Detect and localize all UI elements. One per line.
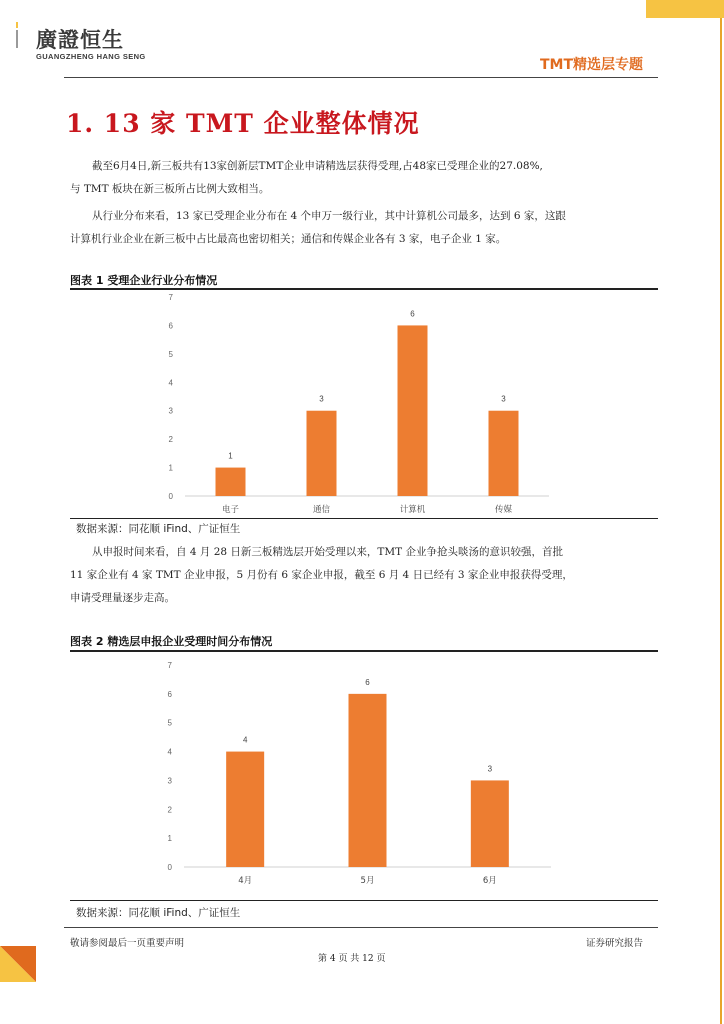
category-label: 传媒: [494, 505, 513, 515]
bar: [398, 325, 428, 496]
y-tick-label: 0: [168, 492, 173, 501]
category-label: 5月: [360, 876, 375, 886]
bar: [471, 780, 509, 867]
y-tick-label: 5: [168, 349, 173, 359]
bar: [226, 752, 264, 867]
paragraph-1-line-1: 截至6月4日,新三板共有13家创新层TMT企业申请精选层获得受理,占48家已受理企业的27.08%,: [92, 160, 543, 172]
category-label: 计算机: [399, 505, 426, 515]
page-edge-line: [720, 18, 722, 1024]
brand-name-en: GUANGZHENG HANG SENG: [36, 52, 146, 61]
paragraph-3: [70, 541, 664, 610]
y-tick-label: 7: [167, 661, 172, 670]
y-tick-label: 2: [168, 435, 173, 445]
bar: [349, 694, 387, 867]
paragraph-3-line-3: 申请受理量逐步走高。: [70, 592, 175, 604]
y-tick-label: 6: [167, 689, 172, 699]
y-tick-label: 2: [167, 805, 172, 815]
brand-name-cn: 廣證恒生: [36, 28, 124, 52]
figure-2-source: 数据来源：同花顺 iFind、广证恒生: [76, 907, 241, 919]
y-tick-label: 3: [167, 776, 172, 786]
figure-2-title: 图表 2 精选层申报企业受理时间分布情况: [70, 635, 273, 648]
header-rule: [64, 77, 658, 78]
footer-disclaimer: 敬请参阅最后一页重要声明: [70, 938, 185, 949]
section-heading: 1. 13 家 TMT 企业整体情况: [66, 109, 420, 138]
category-label: 通信: [312, 505, 331, 515]
footer-report-type: 证券研究报告: [586, 938, 644, 949]
data-label: 6: [365, 677, 370, 687]
brand-logo-mark: [16, 22, 22, 48]
corner-accent-bottom: [0, 946, 40, 986]
figure-2-bottom-rule: [70, 900, 658, 901]
series-title: TMT精选层专题: [540, 57, 644, 73]
y-tick-label: 4: [168, 378, 173, 388]
y-tick-label: 7: [168, 293, 173, 302]
bar: [307, 411, 337, 496]
paragraph-2: [70, 205, 664, 251]
data-label: 6: [410, 309, 415, 319]
paragraph-3-line-2: 11 家企业有 4 家 TMT 企业申报，5 月份有 6 家企业申报，截至 6 月 4 日已经有 3 家企业申报获得受理，: [70, 569, 573, 581]
figure-2-chart: [70, 652, 658, 900]
paragraph-2-line-2: 计算机行业企业在新三板中占比最高也密切相关；通信和传媒企业各有 3 家，电子企业 1 家。: [70, 233, 507, 245]
bar: [489, 411, 519, 496]
paragraph-3-line-1: 从申报时间来看，自 4 月 28 日新三板精选层开始受理以来，TMT 企业争抢头啖汤的意识较强，首批: [92, 546, 563, 558]
data-label: 4: [242, 735, 248, 745]
y-tick-label: 3: [168, 406, 173, 416]
y-tick-label: 1: [168, 463, 173, 473]
paragraph-2-line-1: 从行业分布来看，13 家已受理企业分布在 4 个申万一级行业，其中计算机公司最多，达到 6 家，这跟: [92, 210, 566, 222]
paragraph-1: [70, 155, 664, 201]
figure-1-title: 图表 1 受理企业行业分布情况: [70, 274, 218, 287]
footer-page-number: 第 4 页 共 12 页: [318, 954, 386, 964]
bar: [216, 468, 246, 496]
figure-1-chart: [70, 290, 658, 518]
data-label: 3: [319, 394, 324, 404]
data-label: 1: [228, 451, 233, 461]
y-tick-label: 0: [167, 863, 172, 872]
y-tick-label: 1: [167, 834, 172, 844]
figure-1-bottom-rule: [70, 518, 658, 519]
y-tick-label: 6: [168, 321, 173, 331]
footer-rule: [64, 927, 658, 928]
y-tick-label: 5: [167, 718, 172, 728]
category-label: 6月: [482, 876, 497, 886]
y-tick-label: 4: [167, 747, 172, 757]
corner-accent-top: [646, 0, 724, 18]
category-label: 4月: [238, 876, 253, 886]
category-label: 电子: [221, 505, 240, 515]
data-label: 3: [501, 394, 506, 404]
paragraph-1-line-2: 与 TMT 板块在新三板所占比例大致相当。: [70, 183, 270, 195]
figure-1-source: 数据来源：同花顺 iFind、广证恒生: [76, 523, 241, 535]
data-label: 3: [487, 764, 493, 774]
